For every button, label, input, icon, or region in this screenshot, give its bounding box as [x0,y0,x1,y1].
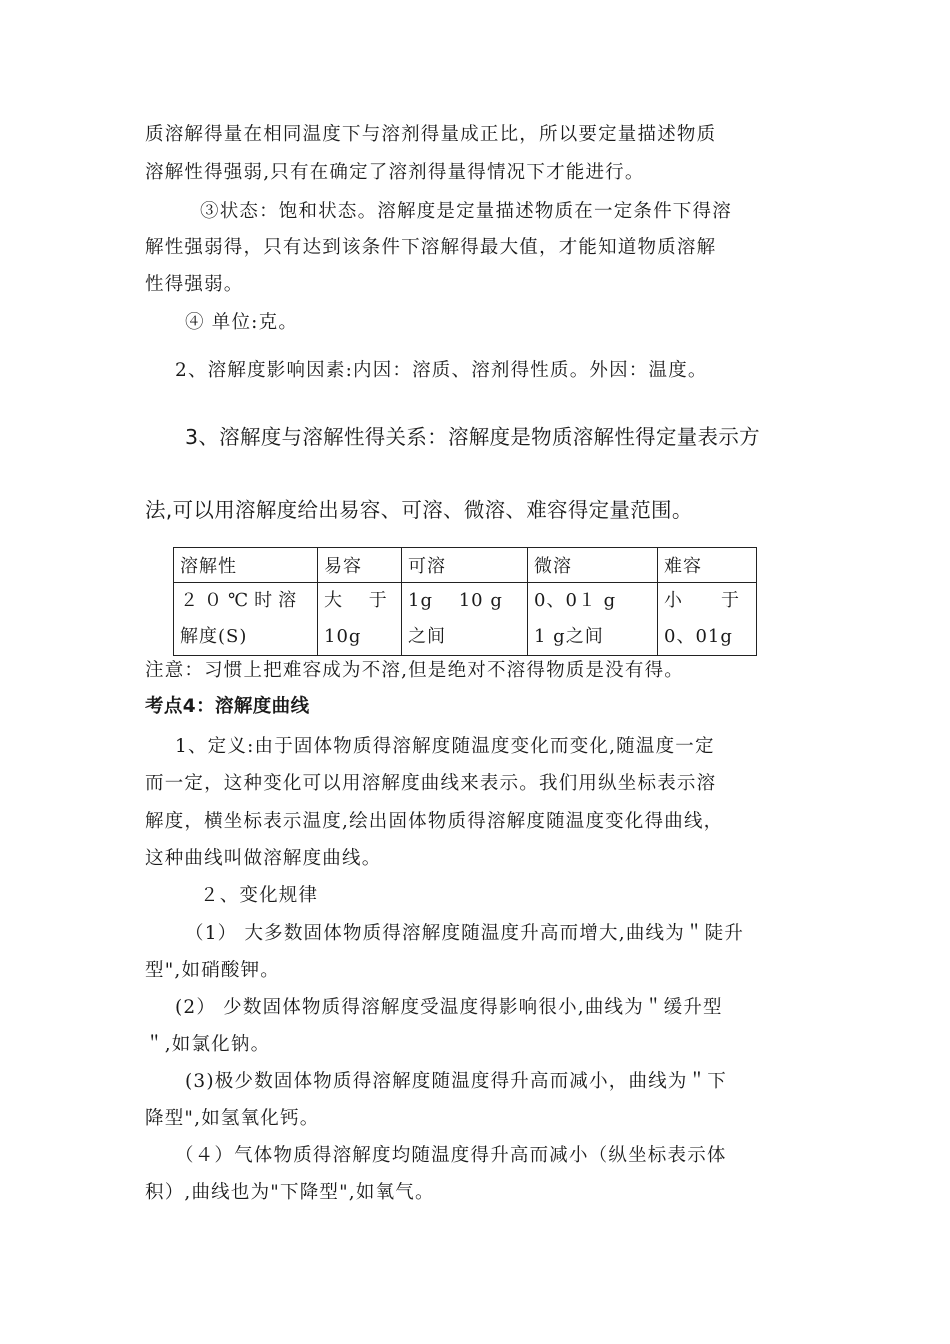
paragraph-line: （1） 大多数固体物质得溶解度随温度升高而增大,曲线为＂陡升 [185,923,745,944]
paragraph-line: 解度，横坐标表示温度,绘出固体物质得溶解度随温度变化得曲线， [145,811,724,832]
paragraph-line-emphasis: 3、溶解度与溶解性得关系：溶解度是物质溶解性得定量表示方 [185,425,760,449]
paragraph-line: 积）,曲线也为"下降型",如氧气。 [145,1182,435,1203]
paragraph-line: (2） 少数固体物质得溶解度受温度得影响很小,曲线为＂缓升型 [175,997,723,1018]
table-header-cell: 易容 [318,548,402,583]
paragraph-line: （４）气体物质得溶解度均随温度得升高而减小（纵坐标表示体 [175,1145,727,1166]
cell-line: 0、01g [664,626,733,647]
row-label-line: ２０℃时溶 [180,590,303,611]
paragraph-line: 2、溶解度影响因素:内因：溶质、溶剂得性质。外因：温度。 [175,360,708,381]
table-cell [318,583,402,656]
cell-line: 10g [324,626,362,647]
table-header-cell: 溶解性 [174,548,318,583]
cell-line: 0、0１ g [534,590,617,611]
paragraph-line: ＂,如氯化钠。 [145,1034,271,1055]
paragraph-line-emphasis: 法,可以用溶解度给出易容、可溶、微溶、难容得定量范围。 [145,498,693,522]
paragraph-line: 1、定义:由于固体物质得溶解度随温度变化而变化,随温度一定 [175,736,715,757]
cell-line: 1 g之间 [534,626,604,647]
paragraph-line: 质溶解得量在相同温度下与溶剂得量成正比，所以要定量描述物质 [145,124,717,145]
paragraph-line: 型",如硝酸钾。 [145,960,280,981]
paragraph-line: ２、变化规律 [200,885,319,906]
paragraph-line: (3)极少数固体物质得溶解度随温度得升高而减小，曲线为＂下 [185,1071,728,1092]
paragraph-line: ④ 单位:克。 [185,312,299,333]
solubility-table [173,547,757,656]
paragraph-line: 这种曲线叫做溶解度曲线。 [145,848,382,869]
paragraph-line: 降型",如氢氧化钙。 [145,1108,320,1129]
paragraph-line: 解性强弱得，只有达到该条件下溶解得最大值，才能知道物质溶解 [145,237,717,258]
cell-line: 之间 [408,626,446,647]
table-row [174,583,757,656]
cell-line: 1g 10 g [408,590,503,611]
paragraph-line: ③状态：饱和状态。溶解度是定量描述物质在一定条件下得溶 [200,201,732,222]
table-cell [402,583,528,656]
table-header-cell: 难容 [658,548,757,583]
row-label-line: 解度(S) [180,626,248,647]
table-cell [528,583,658,656]
paragraph-line: 性得强弱。 [145,274,244,295]
table-row [174,548,757,583]
note-line: 注意：习惯上把难容成为不溶,但是绝对不溶得物质是没有得。 [145,660,684,681]
table-header-cell: 可溶 [402,548,528,583]
table-row-label [174,583,318,656]
cell-line: 小 于 [664,590,740,611]
table-cell [658,583,757,656]
paragraph-line: 而一定，这种变化可以用溶解度曲线来表示。我们用纵坐标表示溶 [145,773,717,794]
cell-line: 大 于 [324,590,388,611]
table-header-cell: 微溶 [528,548,658,583]
section-heading: 考点4：溶解度曲线 [145,696,310,717]
paragraph-line: 溶解性得强弱,只有在确定了溶剂得量得情况下才能进行。 [145,162,645,183]
